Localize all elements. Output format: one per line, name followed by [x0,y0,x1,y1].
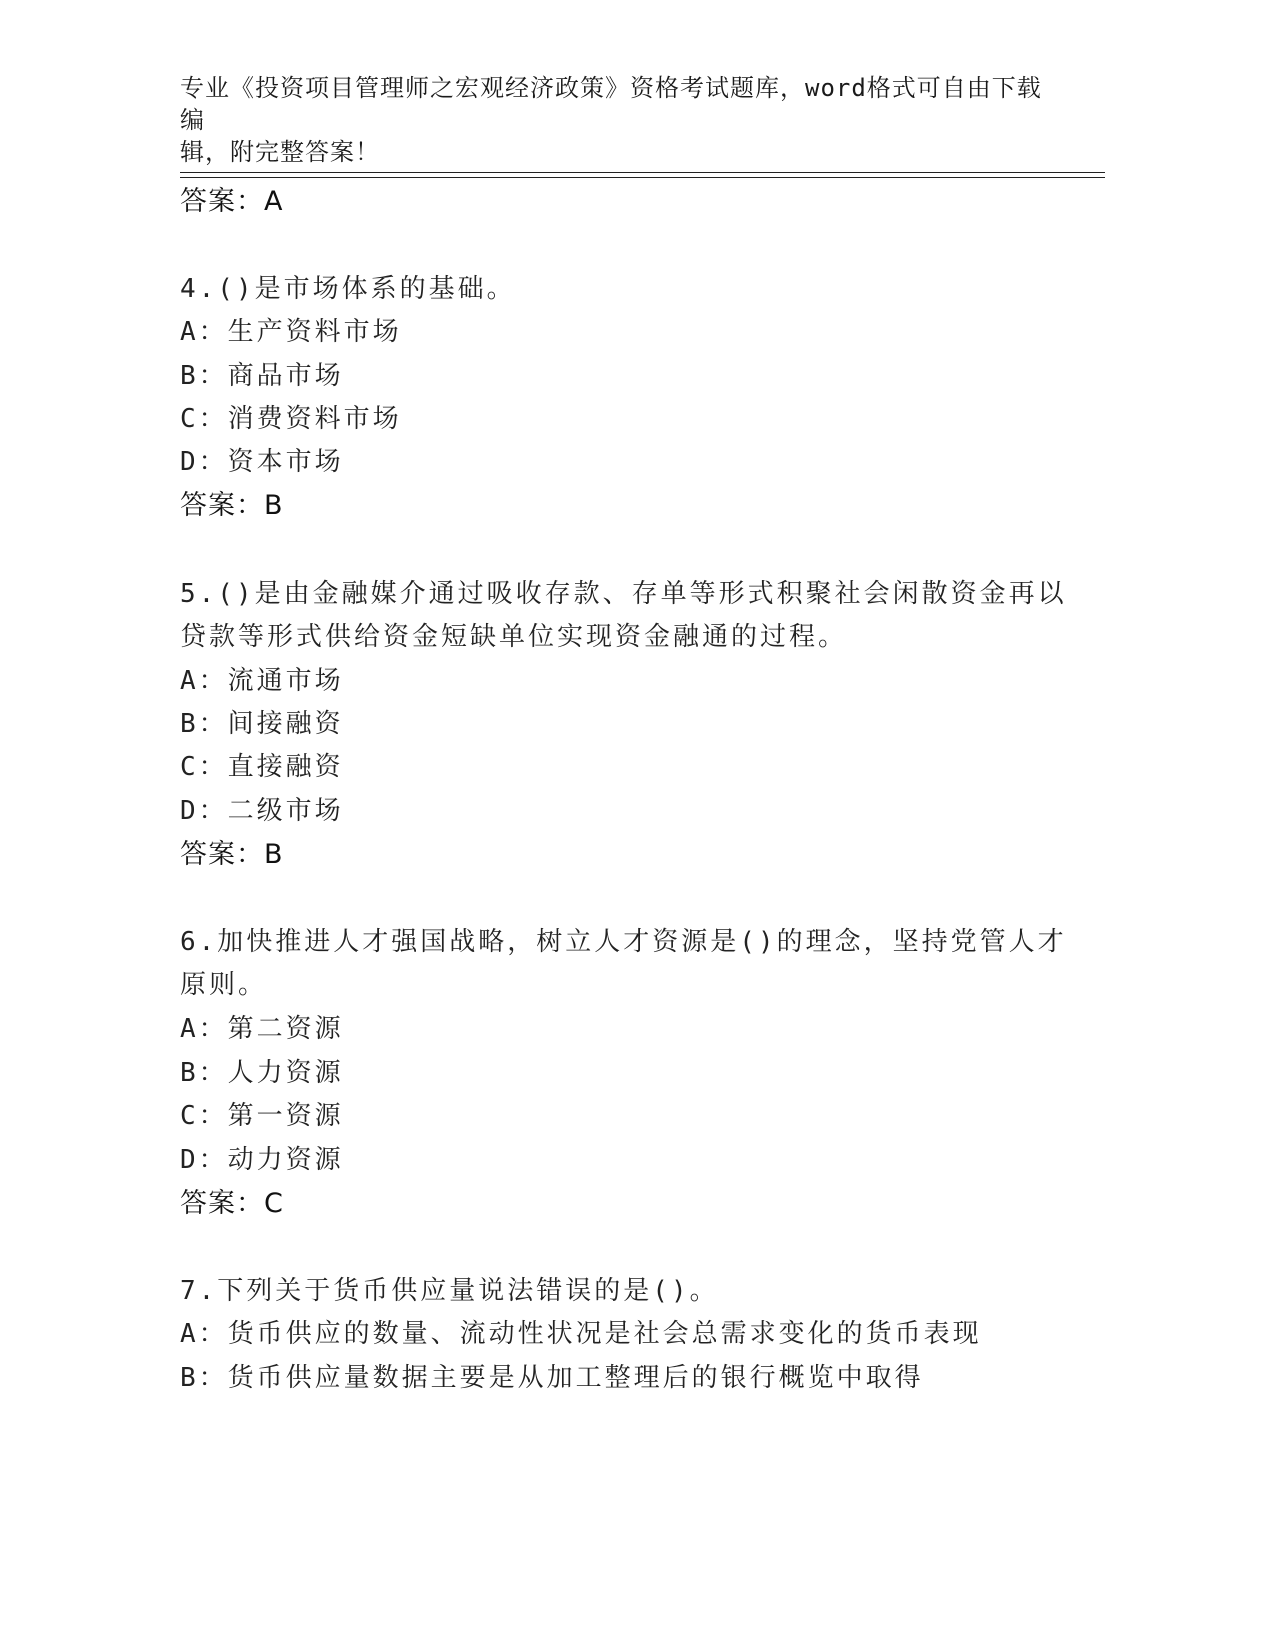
question-6-option-d: D：动力资源 [180,1145,344,1175]
header-line-2: 辑，附完整答案！ [180,138,380,166]
question-4-option-c: C：消费资料市场 [180,404,402,434]
question-4-option-b: B：商品市场 [180,361,344,391]
question-4-option-d: D：资本市场 [180,447,344,477]
question-6-stem-line-2: 原则。 [180,970,268,1000]
question-7-stem: 7.下列关于货币供应量说法错误的是()。 [180,1276,719,1306]
header-divider-bottom [180,177,1105,178]
question-5-stem-line-1: 5.()是由金融媒介通过吸收存款、存单等形式积聚社会闲散资金再以 [180,579,1067,609]
question-7-option-a: A：货币供应的数量、流动性状况是社会总需求变化的货币表现 [180,1319,982,1349]
question-6-option-c: C：第一资源 [180,1101,344,1131]
question-7-option-b: B：货币供应量数据主要是从加工整理后的银行概览中取得 [180,1363,924,1393]
question-5-answer: 答案：B [180,839,284,870]
question-6-option-b: B：人力资源 [180,1058,344,1088]
question-5-option-b: B：间接融资 [180,709,344,739]
question-6-answer: 答案：C [180,1188,284,1219]
question-4-stem: 4.()是市场体系的基础。 [180,274,516,304]
header-divider-top [180,172,1105,173]
question-6-stem-line-1: 6.加快推进人才强国战略，树立人才资源是()的理念，坚持党管人才 [180,927,1067,957]
document-header [180,72,1060,168]
question-5-option-c: C：直接融资 [180,752,344,782]
answer-prev: 答案：A [180,186,284,217]
question-5-stem-line-2: 贷款等形式供给资金短缺单位实现资金融通的过程。 [180,622,848,652]
question-4-answer: 答案：B [180,490,284,521]
question-6-option-a: A：第二资源 [180,1014,344,1044]
question-5-option-d: D：二级市场 [180,796,344,826]
question-5-option-a: A：流通市场 [180,666,344,696]
header-line-1: 专业《投资项目管理师之宏观经济政策》资格考试题库，word格式可自由下载编 [180,74,1042,134]
question-4-option-a: A：生产资料市场 [180,317,402,347]
